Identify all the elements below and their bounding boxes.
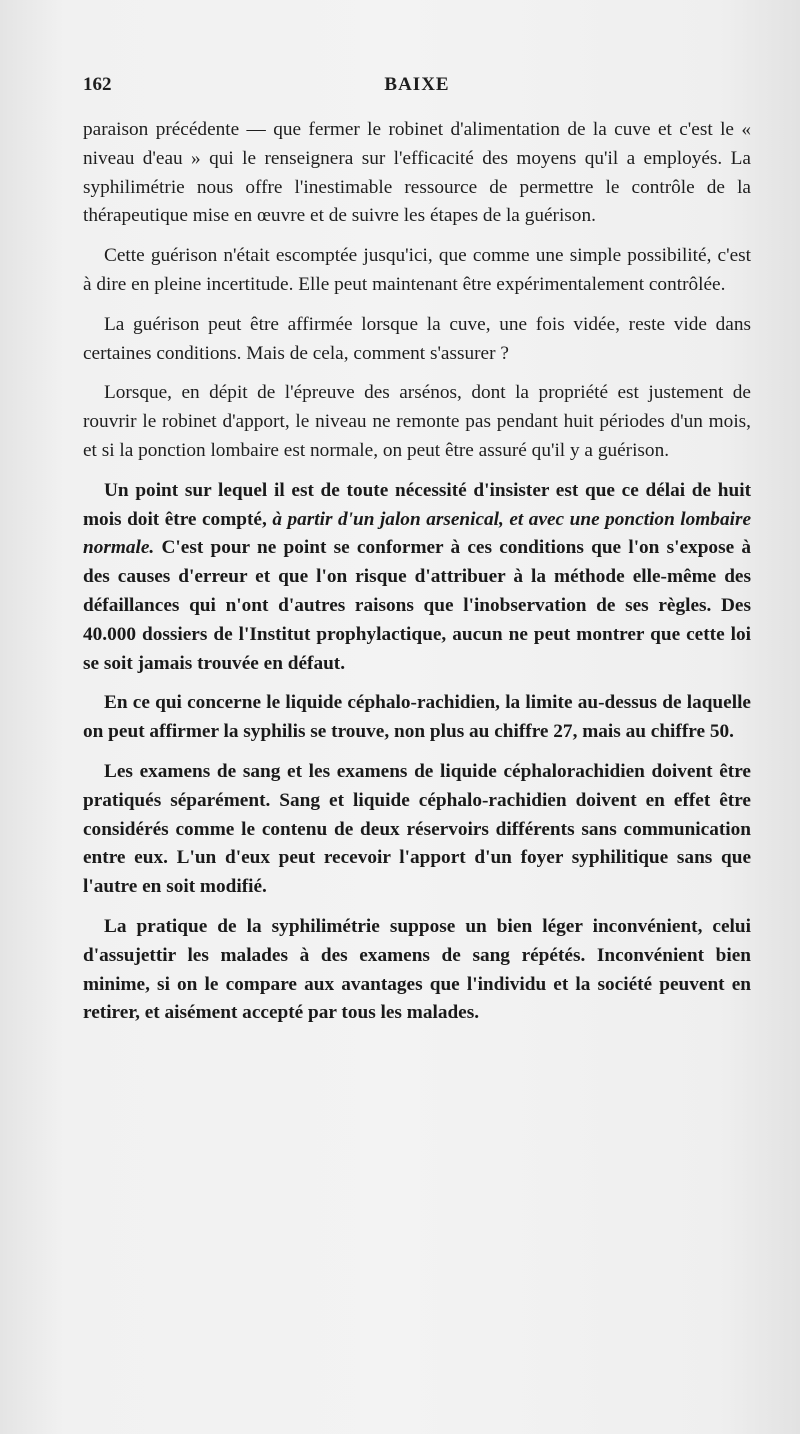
paragraph-8: La pratique de la syphilimétrie suppose un bien léger inconvénient, celui d'assujettir les malades à des examens de sang répétés. Inconvénient bien minime, si on le compare aux avantages que l'individu et la société peuvent en retirer, et aisément accepté par tous les malades. (83, 915, 751, 1024)
running-head (83, 74, 751, 100)
paragraph-5 (83, 477, 751, 679)
paragraph-7: Les examens de sang et les examens de liquide céphalorachidien doivent être pratiqués séparément. Sang et liquide céphalo-rachidien doivent en effet être considérés comme le contenu de deux réservoirs différents sans communication entre eux. L'un d'eux peut recevoir l'apport d'un foyer syphilitique sans que l'autre en soit modifié. (83, 760, 751, 898)
paragraph-3: La guérison peut être affirmée lorsque la cuve, une fois vidée, reste vide dans certaines conditions. Mais de cela, comment s'assurer ? (83, 313, 751, 364)
paragraph-6: En ce qui concerne le liquide céphalo-rachidien, la limite au-dessus de laquelle on peut affirmer la syphilis se trouve, non plus au chiffre 27, mais au chiffre 50. (83, 692, 751, 743)
paragraph-1: paraison précédente — que fermer le robinet d'alimentation de la cuve et c'est le « niveau d'eau » qui le renseignera sur l'efficacité des moyens qu'il a employés. La syphilimétrie nous offre l'inestimable ressource de permettre le contrôle de la thérapeutique mise en œuvre et de suivre les étapes de la guérison. (83, 119, 751, 227)
paragraph-5-text-end: C'est pour ne point se conformer à ces conditions que l'on s'expose à des causes d'erreur et que l'on risque d'attribuer à la méthode elle-même des défaillances qui n'ont d'autres raisons que l'inobservation de ses règles. Des 40.000 dossiers de l'Institut prophylactique, aucun ne peut montrer que cette loi se soit jamais trouvée en défaut. (83, 537, 751, 674)
paragraph-2: Cette guérison n'était escomptée jusqu'ici, que comme une simple possibilité, c'est à dire en pleine incertitude. Elle peut maintenant être expérimentalement contrôlée. (83, 245, 751, 295)
paragraph-5-text-start: Un point sur lequel il est de toute nécessité d'insister est que ce délai de huit mois doit être compté, (83, 479, 751, 530)
paragraph-5-italic-emphasis: à partir d'un jalon arsenical, et avec une ponction lombaire normale. (83, 508, 752, 559)
body-text (83, 116, 751, 1039)
running-title: BAIXE (384, 74, 450, 95)
paragraph-4: Lorsque, en dépit de l'épreuve des arsénos, dont la propriété est justement de rouvrir le robinet d'apport, le niveau ne remonte pas pendant huit périodes d'un mois, et si la ponction lombaire est normale, on peut être assuré qu'il y a guérison. (83, 382, 751, 461)
page-number: 162 (83, 74, 112, 95)
